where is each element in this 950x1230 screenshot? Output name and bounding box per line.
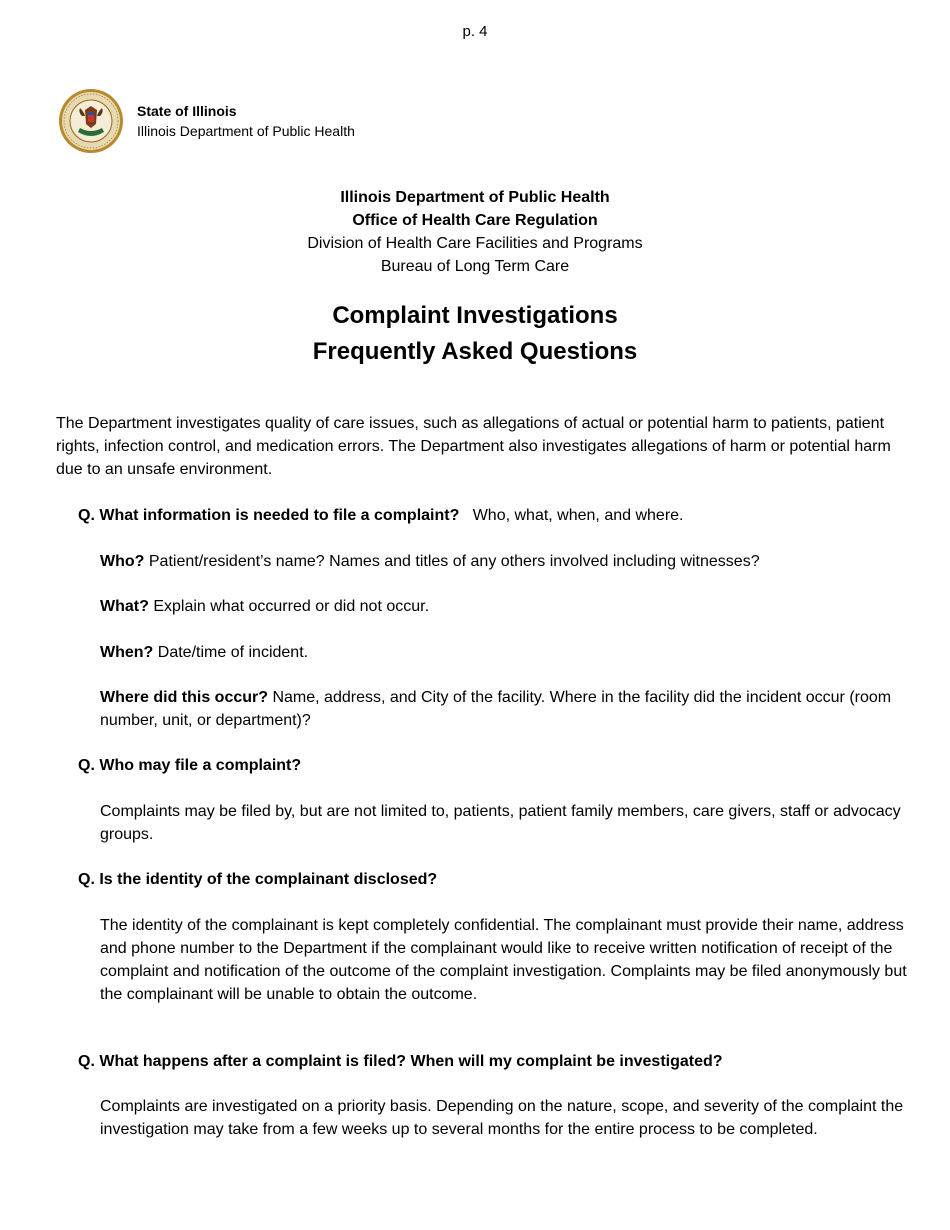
faq-q1-row: [78, 504, 908, 527]
agency-block: [137, 101, 355, 141]
header-line-3: Division of Health Care Facilities and Programs: [307, 235, 643, 252]
document-title: [0, 298, 950, 370]
state-seal-icon: [58, 88, 124, 154]
faq-q4-answer: Complaints are investigated on a priority basis. Depending on the nature, scope, and severity of the complaint the investigation may take from a few weeks up to several months for the entire process to be completed.: [100, 1098, 904, 1138]
who-label: Who?: [100, 553, 145, 570]
when-text: Date/time of incident.: [157, 644, 309, 661]
title-line-2: Frequently Asked Questions: [312, 338, 638, 365]
faq-q1-where: [100, 686, 910, 732]
faq-q1-what: [100, 595, 910, 618]
where-text: Name, address, and City of the facility. Where in the facility did the incident occur (room number, unit, or department)?: [100, 689, 892, 729]
what-text: Explain what occurred or did not occur.: [153, 598, 430, 615]
what-label: What?: [100, 598, 149, 615]
faq-q3-question: Q. Is the identity of the complainant disclosed?: [78, 871, 438, 888]
faq-q1-inline-answer: Who, what, when, and where.: [472, 507, 684, 524]
title-line-1: Complaint Investigations: [332, 302, 618, 329]
faq-q4-question: Q. What happens after a complaint is filed? When will my complaint be investigated?: [78, 1053, 723, 1070]
faq-q1-question: Q. What information is needed to file a complaint?: [78, 507, 460, 524]
intro-paragraph: The Department investigates quality of care issues, such as allegations of actual or potential harm to patients, patient rights, infection control, and medication errors. The Department also investigates allegations of harm or potential harm due to an unsafe environment.: [56, 415, 891, 478]
faq-q1-when: [100, 641, 910, 664]
header-line-1: Illinois Department of Public Health: [340, 189, 610, 206]
faq-q2-question: Q. Who may file a complaint?: [78, 757, 302, 774]
faq-q1-who: [100, 550, 910, 573]
faq-q2-answer: Complaints may be filed by, but are not limited to, patients, patient family members, care givers, staff or advocacy groups.: [100, 803, 901, 843]
page-number: p. 4: [462, 23, 488, 40]
document-header: [0, 186, 950, 278]
agency-state: State of Illinois: [137, 103, 237, 119]
when-label: When?: [100, 644, 154, 661]
who-text: Patient/resident’s name? Names and titles of any others involved including witnesses?: [148, 553, 760, 570]
where-label: Where did this occur?: [100, 689, 269, 706]
agency-department: Illinois Department of Public Health: [137, 123, 355, 139]
faq-q3-answer: The identity of the complainant is kept completely confidential. The complainant must provide their name, address and phone number to the Department if the complainant would like to receive written notification of receipt of the complaint and notification of the outcome of the complaint investigation. Complaints may be filed anonymously but the complainant will be unable to obtain the outcome.: [100, 917, 907, 1003]
header-line-4: Bureau of Long Term Care: [380, 258, 570, 275]
header-line-2: Office of Health Care Regulation: [352, 212, 598, 229]
